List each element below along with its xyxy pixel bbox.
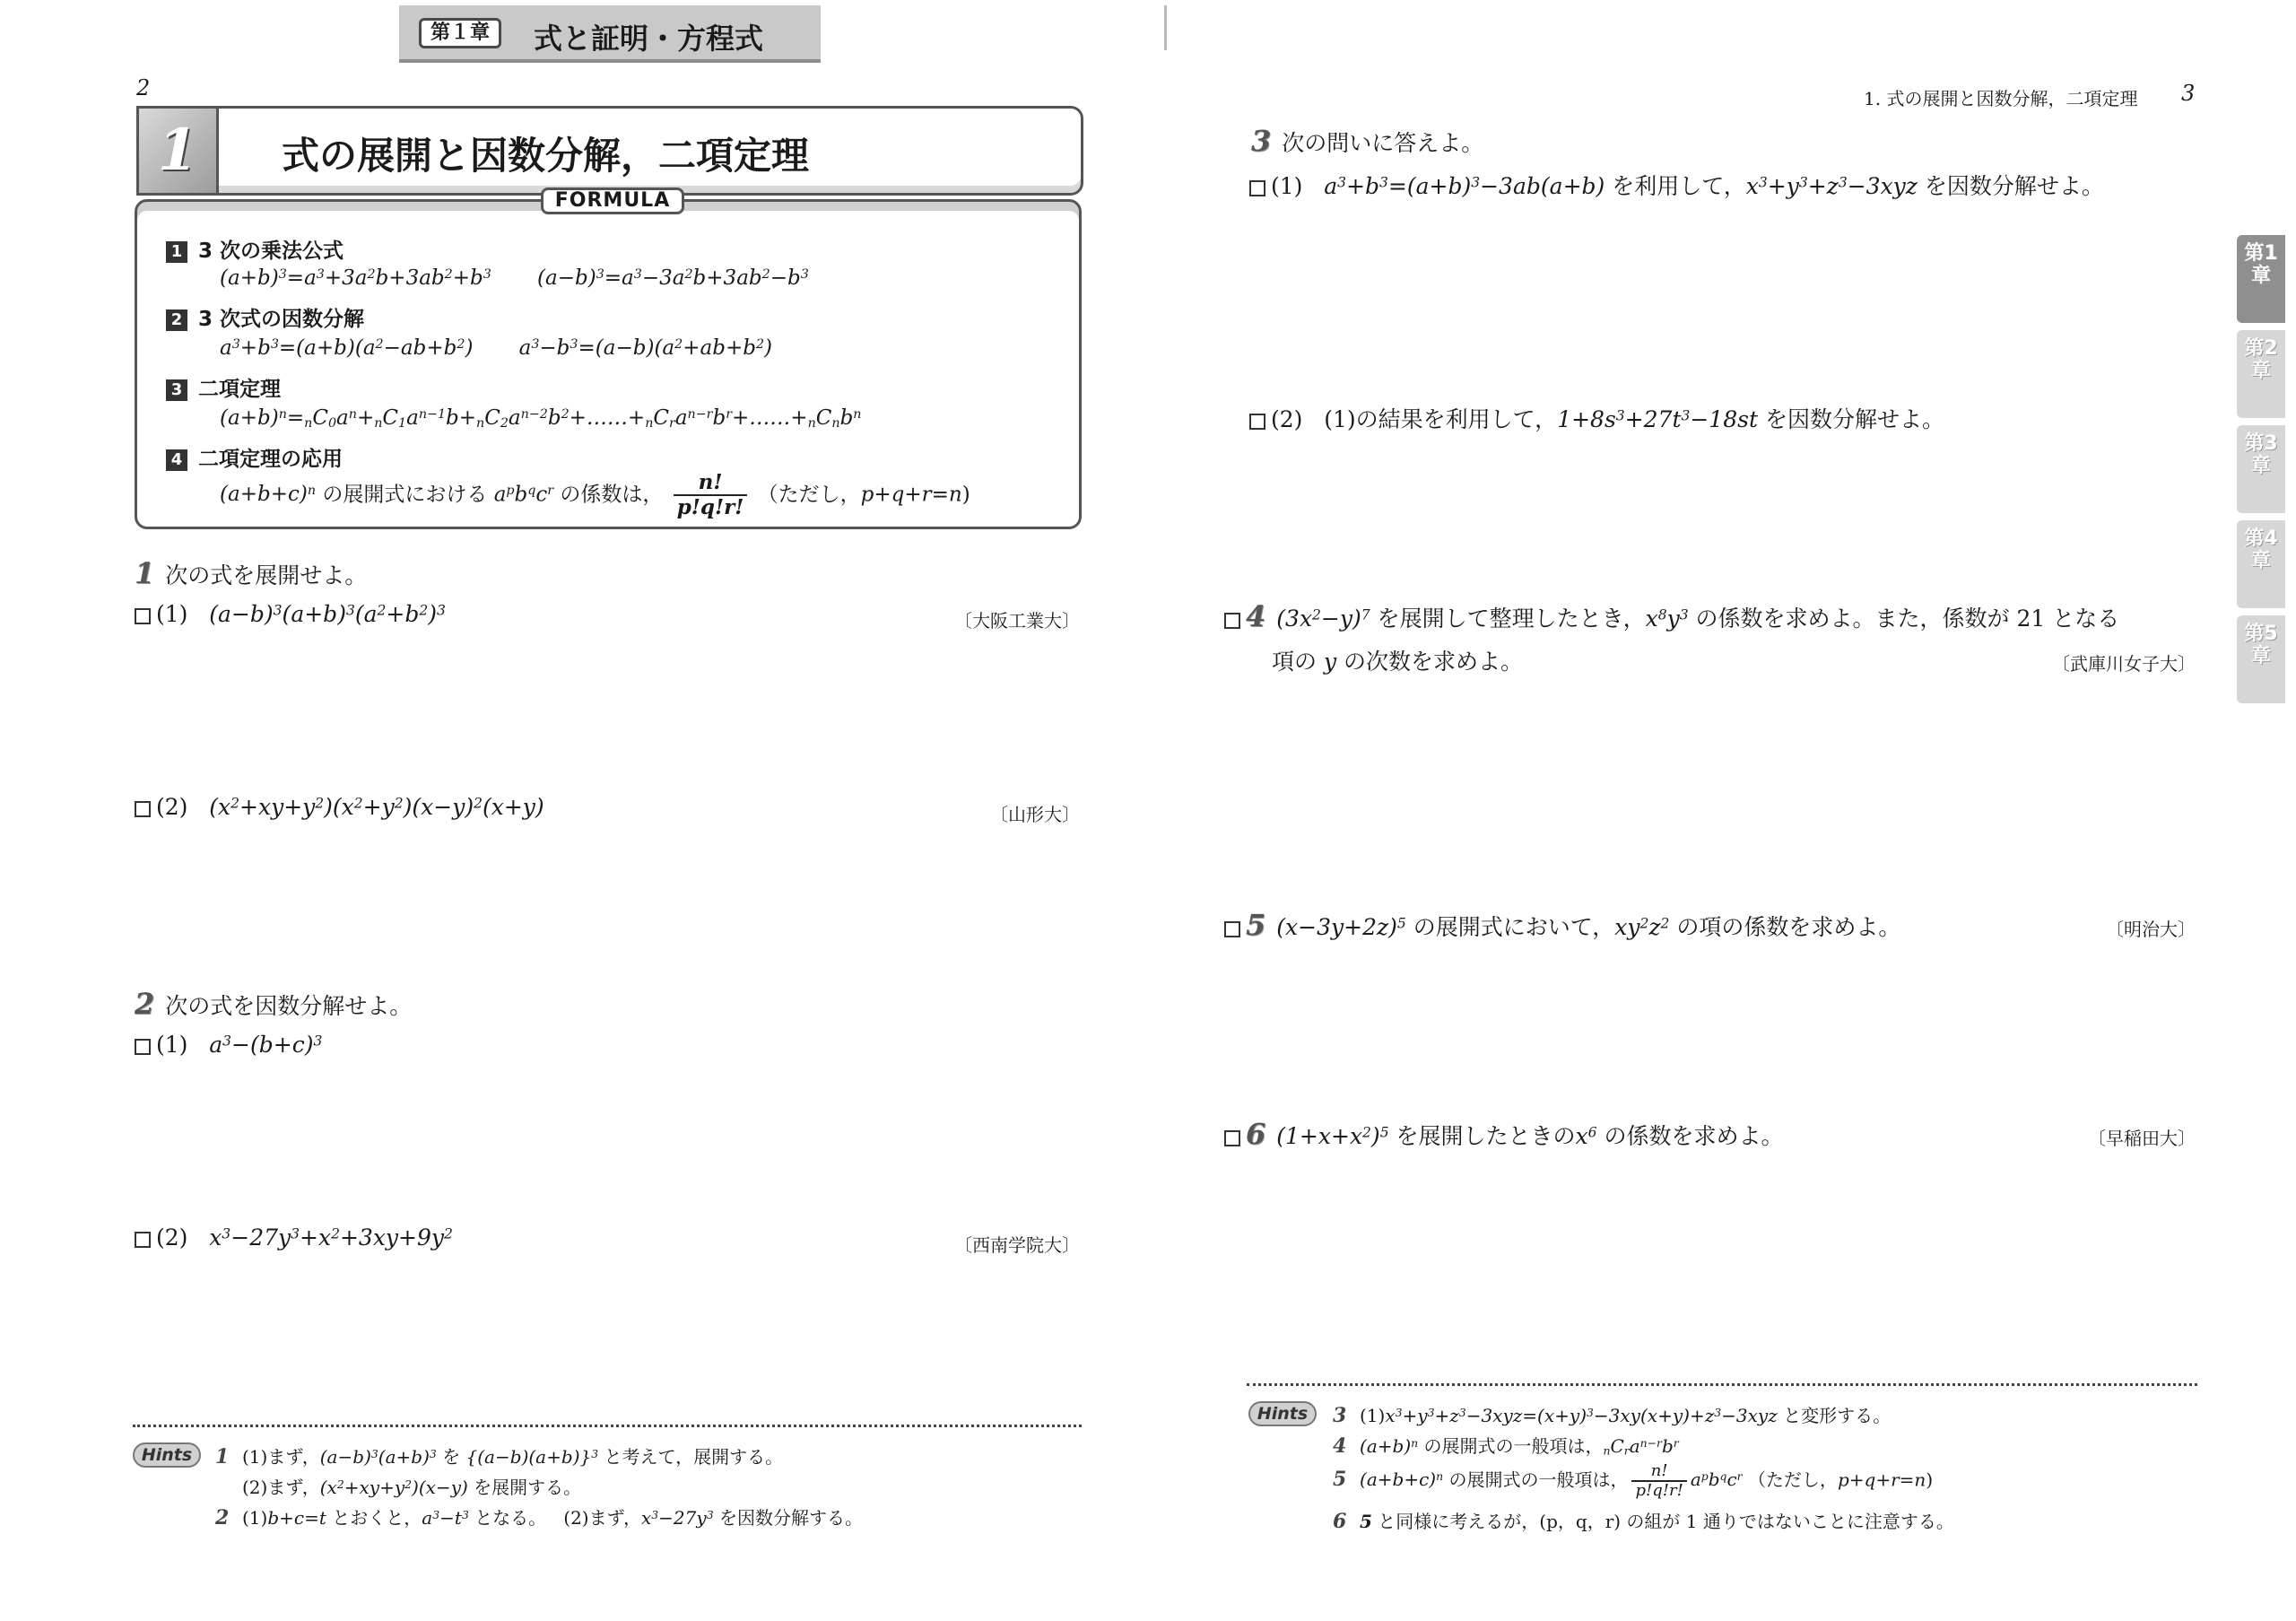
formula-box [135, 189, 1082, 529]
hint-6: 6 5 と同様に考えるが，(p，q，r) の組が 1 通りではないことに注意する。 [1333, 1510, 1954, 1533]
problem-1-1-source: 〔大阪工業大〕 [954, 610, 1080, 632]
spine-mark [1164, 5, 1167, 50]
problem-4-line-2: 項の y の次数を求めよ。 [1272, 649, 1524, 675]
formula-tab: FORMULA [541, 187, 684, 214]
problem-5-checkbox[interactable] [1224, 921, 1240, 937]
hints-label-left: Hints [133, 1442, 201, 1468]
problem-3-2: (2) (1)の結果を利用して，$1+8s^3+27t^3-18st$ を因数分解せよ。 [1249, 402, 1944, 434]
chapter-tab-5[interactable]: 第5章 [2237, 615, 2285, 703]
problem-6-checkbox[interactable] [1224, 1130, 1240, 1146]
problem-6-source: 〔早稲田大〕 [2088, 1128, 2196, 1149]
problem-3-1: (1) $a^3+b^3=(a+b)^3-3ab(a+b)$ を利用して，$x^3+y^3+z^3-3xyz$ を因数分解せよ。 [1249, 169, 2104, 201]
problem-3-heading: 3 次の問いに答えよ。 [1251, 124, 1484, 158]
problem-1-heading: 1 次の式を展開せよ。 [135, 556, 368, 590]
chapter-badge: 第１章 [419, 18, 501, 48]
section-title: 式の展開と因数分解，二項定理 [282, 134, 810, 178]
hints-label-right: Hints [1248, 1401, 1317, 1426]
hints-divider-right [1247, 1383, 2197, 1386]
problem-2-2-source: 〔西南学院大〕 [954, 1234, 1080, 1256]
multinomial-fraction: $\frac{n!}{p!q!r!}$ [674, 471, 748, 520]
chapter-tab-2[interactable]: 第2章 [2237, 330, 2285, 418]
hint-5-fraction: $\frac{n!}{p!q!r!}$ [1631, 1462, 1686, 1500]
problem-1-1: (1) $(a-b)^3(a+b)^3(a^2+b^2)^3$ [135, 601, 446, 627]
hint-3: 3 $(1)x^3+y^3+z^3-3xyz=(x+y)^3-3xy(x+y)+z^3-3xyz$ と変形する。 [1333, 1404, 1892, 1427]
problem-2-heading: 2 次の式を因数分解せよ。 [135, 987, 413, 1021]
formula-item-4: 4 二項定理の応用 [166, 442, 343, 472]
formula-cubic-factor: $a^3+b^3=(a+b)(a^2-ab+b^2)$ $a^3-b^3=(a-b)(a^2+ab+b^2)$ [220, 336, 773, 360]
chapter-tab-4[interactable]: 第4章 [2237, 520, 2285, 608]
left-page-number: 2 [136, 75, 151, 100]
problem-2-2: (2) $x^3-27y^3+x^2+3xy+9y^2$ [135, 1224, 453, 1251]
section-number: 1 [157, 117, 198, 184]
problem-3-2-checkbox[interactable] [1249, 414, 1265, 430]
formula-cubic-expansion: $(a+b)^3=a^3+3a^2b+3ab^2+b^3$ $(a-b)^3=a^3-3a^2b+3ab^2-b^3$ [220, 266, 809, 290]
formula-item-2: 2 3 次式の因数分解 [166, 302, 364, 332]
problem-6: 6 $(1+x+x^2)^5$ を展開したときの$x^6$ の係数を求めよ。 [1224, 1117, 1783, 1151]
hint-4: 4 $(a+b)^n$ の展開式の一般項は，$_nC_ra^{n-r}b^r$ [1333, 1434, 1679, 1458]
problem-3-1-checkbox[interactable] [1249, 180, 1265, 196]
running-head: 1. 式の展開と因数分解，二項定理 [1864, 88, 2138, 109]
problem-1-2-checkbox[interactable] [135, 801, 151, 817]
hint-1a: 1 (1)まず，$(a-b)^3(a+b)^3$ を $\{(a-b)(a+b)\}^3$ と考えて，展開する。 [215, 1445, 784, 1468]
problem-2-1-checkbox[interactable] [135, 1039, 151, 1055]
chapter-band [399, 5, 821, 63]
problem-1-1-checkbox[interactable] [135, 608, 151, 624]
chapter-tab-1[interactable]: 第1章 [2237, 235, 2285, 323]
formula-multinomial: $(a+b+c)^n$ の展開式における $a^pb^qc^r$ の係数は， $\frac{n!}{p!q!r!}$ （ただし，p+q+r=n) [220, 470, 970, 520]
chapter-tab-3[interactable]: 第3章 [2237, 425, 2285, 513]
hint-5: 5 $(a+b+c)^n$ の展開式の一般項は， $\frac{n!}{p!q!r!}$ $a^pb^qc^r$ （ただし，p+q+r=n) [1333, 1461, 1934, 1500]
problem-2-2-checkbox[interactable] [135, 1232, 151, 1248]
right-page-number: 3 [2181, 81, 2196, 106]
problem-1-2-source: 〔山形大〕 [990, 804, 1080, 825]
hint-2: 2 (1)b+c=t とおくと，$a^3-t^3$ となる。 (2)まず，$x^3-27y^3$ を因数分解する。 [215, 1506, 863, 1529]
formula-binomial: $(a+b)^n=_nC_0a^n+_nC_1a^{n-1}b+_nC_2a^{n-2}b^2+\dots\dots+_nC_ra^{n-r}b^r+\dots\dots+_nC_nb^n$ [220, 406, 862, 431]
formula-item-3: 3 二項定理 [166, 372, 281, 402]
problem-5: 5 $(x-3y+2z)^5$ の展開式において，$xy^2z^2$ の項の係数を求めよ。 [1224, 908, 1900, 942]
hints-divider-left [133, 1425, 1082, 1427]
problem-4-checkbox[interactable] [1224, 613, 1240, 629]
problem-4-source: 〔武庫川女子大〕 [2052, 653, 2196, 675]
chapter-title: 式と証明・方程式 [534, 22, 764, 56]
section-title-box [219, 106, 1083, 196]
problem-1-2: (2) $(x^2+xy+y^2)(x^2+y^2)(x-y)^2(x+y)$ [135, 794, 544, 820]
formula-item-1: 1 3 次の乗法公式 [166, 234, 344, 264]
problem-5-source: 〔明治大〕 [2106, 919, 2196, 940]
problem-4: 4 $(3x^2-y)^7$ を展開して整理したとき，$x^8y^3$ の係数を求めよ。また，係数が 21 となる [1224, 599, 2119, 633]
section-number-box [136, 106, 219, 196]
hint-1b: (2)まず，$(x^2+xy+y^2)(x-y)$ を展開する。 [242, 1477, 582, 1498]
problem-2-1: (1) $a^3-(b+c)^3$ [135, 1032, 322, 1058]
